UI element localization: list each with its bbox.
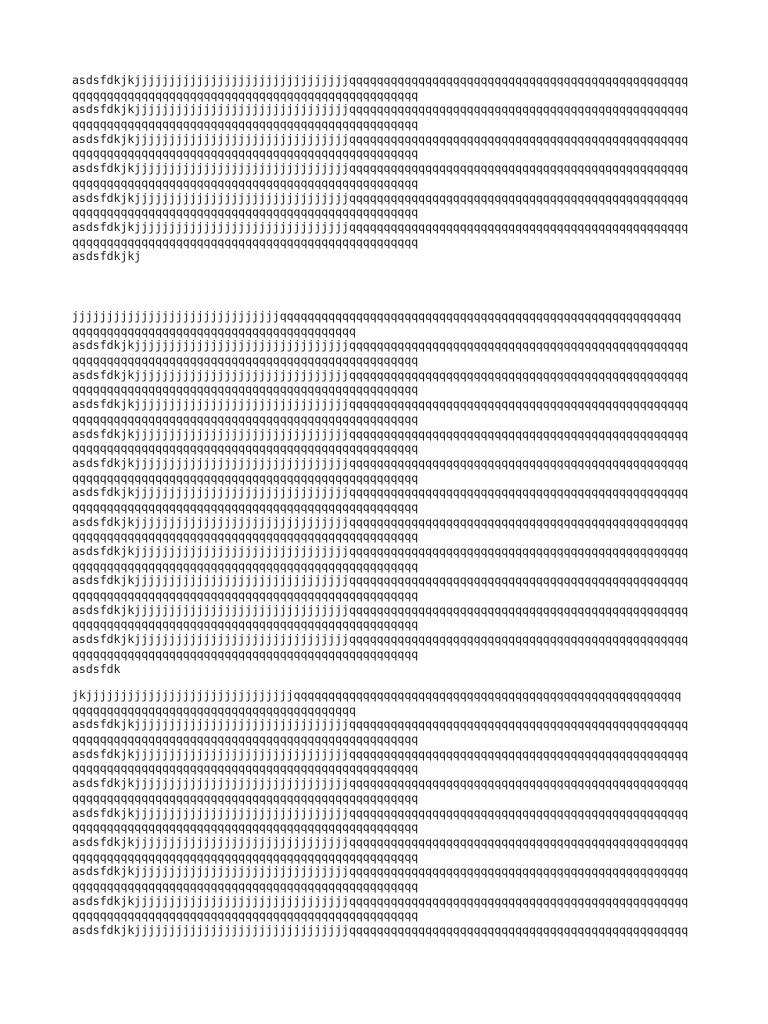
text-line: qqqqqqqqqqqqqqqqqqqqqqqqqqqqqqqqqqqqqqqqqqqqqqqqqq: [72, 849, 419, 864]
text-line: qqqqqqqqqqqqqqqqqqqqqqqqqqqqqqqqqqqqqqqqqqqqqqqqqq: [72, 820, 419, 835]
text-line: qqqqqqqqqqqqqqqqqqqqqqqqqqqqqqqqqqqqqqqqqqqqqqqqqq: [72, 87, 419, 102]
text-line: asdsfdkjkjjjjjjjjjjjjjjjjjjjjjjjjjjjjjjjqqqqqqqqqqqqqqqqqqqqqqqqqqqqqqqqqqqqqqqqqqqqqqqqq: [72, 397, 689, 412]
text-line: asdsfdkjkjjjjjjjjjjjjjjjjjjjjjjjjjjjjjjjqqqqqqqqqqqqqqqqqqqqqqqqqqqqqqqqqqqqqqqqqqqqqqqqq: [72, 602, 689, 617]
text-line: asdsfdkjkjjjjjjjjjjjjjjjjjjjjjjjjjjjjjjjqqqqqqqqqqqqqqqqqqqqqqqqqqqqqqqqqqqqqqqqqqqqqqqqq: [72, 746, 689, 761]
text-line: qqqqqqqqqqqqqqqqqqqqqqqqqqqqqqqqqqqqqqqqq: [72, 702, 356, 717]
text-line: asdsfdkjkjjjjjjjjjjjjjjjjjjjjjjjjjjjjjjjqqqqqqqqqqqqqqqqqqqqqqqqqqqqqqqqqqqqqqqqqqqqqqqqq: [72, 102, 689, 117]
text-line: qqqqqqqqqqqqqqqqqqqqqqqqqqqqqqqqqqqqqqqqqqqqqqqqqq: [72, 790, 419, 805]
text-line: qqqqqqqqqqqqqqqqqqqqqqqqqqqqqqqqqqqqqqqqqqqqqqqqqq: [72, 617, 419, 632]
text-line: qqqqqqqqqqqqqqqqqqqqqqqqqqqqqqqqqqqqqqqqqqqqqqqqqq: [72, 470, 419, 485]
text-line: asdsfdkjkjjjjjjjjjjjjjjjjjjjjjjjjjjjjjjjqqqqqqqqqqqqqqqqqqqqqqqqqqqqqqqqqqqqqqqqqqqqqqqqq: [72, 73, 689, 87]
text-line: asdsfdkjkjjjjjjjjjjjjjjjjjjjjjjjjjjjjjjjqqqqqqqqqqqqqqqqqqqqqqqqqqqqqqqqqqqqqqqqqqqqqqqqq: [72, 367, 689, 382]
text-line: asdsfdkjkjjjjjjjjjjjjjjjjjjjjjjjjjjjjjjjqqqqqqqqqqqqqqqqqqqqqqqqqqqqqqqqqqqqqqqqqqqqqqqqq: [72, 864, 689, 879]
text-line: qqqqqqqqqqqqqqqqqqqqqqqqqqqqqqqqqqqqqqqqqqqqqqqqqq: [72, 234, 419, 249]
text-line: asdsfdkjkjjjjjjjjjjjjjjjjjjjjjjjjjjjjjjjqqqqqqqqqqqqqqqqqqqqqqqqqqqqqqqqqqqqqqqqqqqqqqqqq: [72, 338, 689, 353]
text-line: qqqqqqqqqqqqqqqqqqqqqqqqqqqqqqqqqqqqqqqqqqqqqqqqqq: [72, 732, 419, 747]
text-line: asdsfdkjkjjjjjjjjjjjjjjjjjjjjjjjjjjjjjjjqqqqqqqqqqqqqqqqqqqqqqqqqqqqqqqqqqqqqqqqqqqqqqqqq: [72, 776, 689, 791]
text-line: qqqqqqqqqqqqqqqqqqqqqqqqqqqqqqqqqqqqqqqqqqqqqqqqqq: [72, 382, 419, 397]
text-line: asdsfdkjkjjjjjjjjjjjjjjjjjjjjjjjjjjjjjjjqqqqqqqqqqqqqqqqqqqqqqqqqqqqqqqqqqqqqqqqqqqqqqqqq: [72, 161, 689, 176]
text-line: asdsfdkjkjjjjjjjjjjjjjjjjjjjjjjjjjjjjjjjqqqqqqqqqqqqqqqqqqqqqqqqqqqqqqqqqqqqqqqqqqqqqqqqq: [72, 805, 689, 820]
document-page: [72, 0, 712, 1024]
text-line: jjjjjjjjjjjjjjjjjjjjjjjjjjjjjjqqqqqqqqqqqqqqqqqqqqqqqqqqqqqqqqqqqqqqqqqqqqqqqqqqqqqqqqqq: [72, 309, 682, 323]
text-line: qqqqqqqqqqqqqqqqqqqqqqqqqqqqqqqqqqqqqqqqqqqqqqqqqq: [72, 529, 419, 544]
text-line: qqqqqqqqqqqqqqqqqqqqqqqqqqqqqqqqqqqqqqqqqqqqqqqqqq: [72, 146, 419, 161]
text-line: qqqqqqqqqqqqqqqqqqqqqqqqqqqqqqqqqqqqqqqqqqqqqqqqqq: [72, 558, 419, 573]
text-line: asdsfdkjkjjjjjjjjjjjjjjjjjjjjjjjjjjjjjjjqqqqqqqqqqqqqqqqqqqqqqqqqqqqqqqqqqqqqqqqqqqqqqqqq: [72, 893, 689, 908]
text-line: jkjjjjjjjjjjjjjjjjjjjjjjjjjjjjjjqqqqqqqqqqqqqqqqqqqqqqqqqqqqqqqqqqqqqqqqqqqqqqqqqqqqqqqq: [72, 688, 682, 702]
text-line: qqqqqqqqqqqqqqqqqqqqqqqqqqqqqqqqqqqqqqqqqqqqqqqqqq: [72, 117, 419, 132]
text-line: qqqqqqqqqqqqqqqqqqqqqqqqqqqqqqqqqqqqqqqqq: [72, 323, 356, 338]
text-line: asdsfdkjkjjjjjjjjjjjjjjjjjjjjjjjjjjjjjjjqqqqqqqqqqqqqqqqqqqqqqqqqqqqqqqqqqqqqqqqqqqqqqqqq: [72, 455, 689, 470]
text-line: asdsfdkjkjjjjjjjjjjjjjjjjjjjjjjjjjjjjjjjqqqqqqqqqqqqqqqqqqqqqqqqqqqqqqqqqqqqqqqqqqqqqqqqq: [72, 632, 689, 647]
text-line: asdsfdkjkjjjjjjjjjjjjjjjjjjjjjjjjjjjjjjjqqqqqqqqqqqqqqqqqqqqqqqqqqqqqqqqqqqqqqqqqqqqqqqqq: [72, 544, 689, 558]
text-line: asdsfdkjkjjjjjjjjjjjjjjjjjjjjjjjjjjjjjjjqqqqqqqqqqqqqqqqqqqqqqqqqqqqqqqqqqqqqqqqqqqqqqqqq: [72, 717, 689, 732]
text-line: qqqqqqqqqqqqqqqqqqqqqqqqqqqqqqqqqqqqqqqqqqqqqqqqqq: [72, 353, 419, 368]
text-line: qqqqqqqqqqqqqqqqqqqqqqqqqqqqqqqqqqqqqqqqqqqqqqqqqq: [72, 499, 419, 514]
text-line: asdsfdkjkjjjjjjjjjjjjjjjjjjjjjjjjjjjjjjjqqqqqqqqqqqqqqqqqqqqqqqqqqqqqqqqqqqqqqqqqqqqqqqqq: [72, 834, 689, 849]
paragraph-1: [72, 73, 688, 264]
text-line: asdsfdkjkjjjjjjjjjjjjjjjjjjjjjjjjjjjjjjjqqqqqqqqqqqqqqqqqqqqqqqqqqqqqqqqqqqqqqqqqqqqqqqqq: [72, 514, 689, 529]
text-line: asdsfdkjkjjjjjjjjjjjjjjjjjjjjjjjjjjjjjjjqqqqqqqqqqqqqqqqqqqqqqqqqqqqqqqqqqqqqqqqqqqqqqqqq: [72, 190, 689, 205]
text-line: qqqqqqqqqqqqqqqqqqqqqqqqqqqqqqqqqqqqqqqqqqqqqqqqqq: [72, 205, 419, 220]
text-line: asdsfdk: [72, 661, 121, 676]
text-line: qqqqqqqqqqqqqqqqqqqqqqqqqqqqqqqqqqqqqqqqqqqqqqqqqq: [72, 646, 419, 661]
text-line: asdsfdkjkjjjjjjjjjjjjjjjjjjjjjjjjjjjjjjjqqqqqqqqqqqqqqqqqqqqqqqqqqqqqqqqqqqqqqqqqqqqqqqqq: [72, 426, 689, 441]
text-line: asdsfdkjkj: [72, 249, 142, 264]
text-line: qqqqqqqqqqqqqqqqqqqqqqqqqqqqqqqqqqqqqqqqqqqqqqqqqq: [72, 441, 419, 456]
text-line: asdsfdkjkjjjjjjjjjjjjjjjjjjjjjjjjjjjjjjjqqqqqqqqqqqqqqqqqqqqqqqqqqqqqqqqqqqqqqqqqqqqqqqqq: [72, 485, 689, 500]
text-line: qqqqqqqqqqqqqqqqqqqqqqqqqqqqqqqqqqqqqqqqqqqqqqqqqq: [72, 175, 419, 190]
text-line: qqqqqqqqqqqqqqqqqqqqqqqqqqqqqqqqqqqqqqqqqqqqqqqqqq: [72, 411, 419, 426]
text-line: asdsfdkjkjjjjjjjjjjjjjjjjjjjjjjjjjjjjjjjqqqqqqqqqqqqqqqqqqqqqqqqqqqqqqqqqqqqqqqqqqqqqqqqq: [72, 131, 689, 146]
text-line: asdsfdkjkjjjjjjjjjjjjjjjjjjjjjjjjjjjjjjjqqqqqqqqqqqqqqqqqqqqqqqqqqqqqqqqqqqqqqqqqqqqqqqqq: [72, 923, 689, 937]
text-line: asdsfdkjkjjjjjjjjjjjjjjjjjjjjjjjjjjjjjjjqqqqqqqqqqqqqqqqqqqqqqqqqqqqqqqqqqqqqqqqqqqqqqqqq: [72, 219, 689, 234]
text-line: qqqqqqqqqqqqqqqqqqqqqqqqqqqqqqqqqqqqqqqqqqqqqqqqqq: [72, 588, 419, 603]
paragraph-2: [72, 309, 688, 676]
text-line: qqqqqqqqqqqqqqqqqqqqqqqqqqqqqqqqqqqqqqqqqqqqqqqqqq: [72, 878, 419, 893]
paragraph-3: [72, 688, 688, 938]
text-line: asdsfdkjkjjjjjjjjjjjjjjjjjjjjjjjjjjjjjjjqqqqqqqqqqqqqqqqqqqqqqqqqqqqqqqqqqqqqqqqqqqqqqqqq: [72, 573, 689, 588]
text-line: qqqqqqqqqqqqqqqqqqqqqqqqqqqqqqqqqqqqqqqqqqqqqqqqqq: [72, 761, 419, 776]
text-line: qqqqqqqqqqqqqqqqqqqqqqqqqqqqqqqqqqqqqqqqqqqqqqqqqq: [72, 908, 419, 923]
